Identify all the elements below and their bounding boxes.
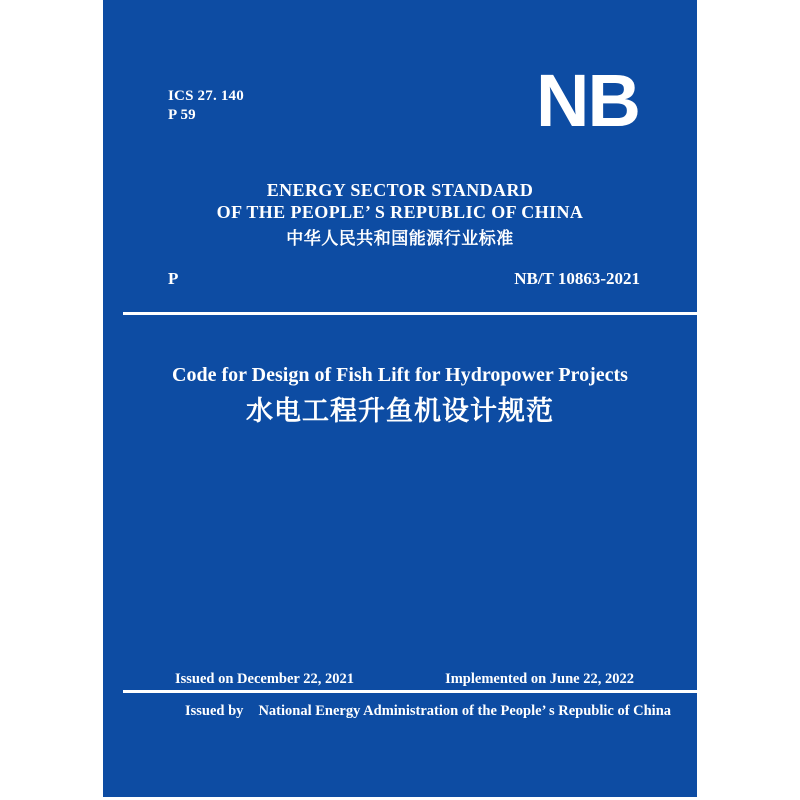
issued-date: Issued on December 22, 2021 [175, 671, 354, 687]
org-name-en-line1: ENERGY SECTOR STANDARD [266, 180, 534, 200]
standard-number: NB/T 10863-2021 [514, 269, 640, 288]
title-chinese: 水电工程升鱼机设计规范 [246, 396, 554, 426]
org-name-cn: 中华人民共和国能源行业标准 [286, 229, 514, 248]
classification-code: P 59 [168, 107, 196, 123]
issued-by-value: National Energy Administration of the People’ s Republic of China [258, 703, 672, 719]
title-block [103, 363, 697, 427]
ics-code: ICS 27. 140 [168, 88, 244, 104]
nb-logo: NB [536, 59, 639, 142]
issuer-row [185, 702, 671, 720]
implemented-date: Implemented on June 22, 2022 [445, 671, 634, 687]
separator-line-bottom [123, 690, 697, 693]
standard-org-header [103, 179, 697, 249]
standard-cover [103, 0, 697, 797]
ics-classification-block [168, 87, 244, 125]
issued-by-label: Issued by [185, 703, 244, 719]
dates-row [175, 671, 634, 688]
classification-row [168, 269, 640, 288]
title-english: Code for Design of Fish Lift for Hydropower Projects [172, 364, 628, 386]
org-name-en-line2: OF THE PEOPLE’ S REPUBLIC OF CHINA [216, 202, 584, 222]
class-letter: P [168, 269, 179, 288]
separator-line-top [123, 312, 697, 315]
